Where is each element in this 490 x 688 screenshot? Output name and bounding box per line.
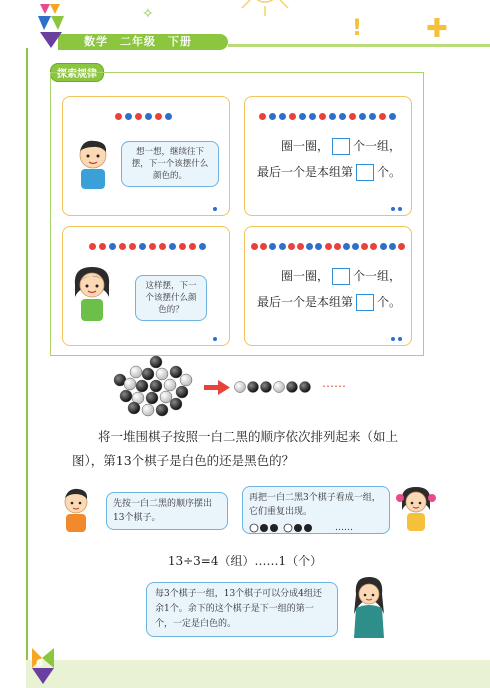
stone-group-icon	[249, 523, 279, 533]
bead-red	[159, 243, 166, 250]
footer-tangram-icon	[30, 646, 56, 686]
bead-red	[99, 243, 106, 250]
stone-sequence	[235, 382, 311, 393]
bead-blue	[380, 243, 387, 250]
girl-speech-bubble	[242, 486, 390, 534]
bead-blue	[269, 113, 276, 120]
bead-red	[334, 243, 341, 250]
red-arrow-icon	[204, 380, 230, 395]
task-text	[257, 263, 407, 315]
task-text-b: 个一组，最后一个是本组第	[257, 139, 402, 179]
bead-blue	[315, 243, 322, 250]
task-text-a: 圈一圈，	[281, 269, 330, 283]
bead-blue	[109, 243, 116, 250]
stone-pile	[114, 356, 192, 416]
bead-blue	[306, 243, 313, 250]
boy-speech-bubble: 先按一白二黑的顺序摆出13个棋子。	[106, 492, 228, 530]
girl-stone-groups	[249, 521, 383, 535]
card-circle-task-2	[244, 226, 412, 346]
bead-red	[289, 113, 296, 120]
bead-red	[325, 243, 332, 250]
teacher-figure-icon	[348, 574, 390, 640]
corner-dots	[213, 207, 217, 211]
boy-figure-icon	[69, 137, 117, 193]
bead-blue	[279, 113, 286, 120]
answer-box[interactable]	[332, 268, 350, 285]
boy-thinking-icon	[56, 486, 96, 534]
task-text-a: 圈一圈，	[281, 139, 330, 153]
bead-row	[251, 243, 405, 250]
girl-figure-icon	[67, 263, 117, 325]
section-badge: 探索规律	[50, 63, 104, 82]
bead-row	[259, 113, 396, 120]
bead-red	[155, 113, 162, 120]
corner-dots	[391, 207, 402, 211]
bead-blue	[343, 243, 350, 250]
bead-blue	[139, 243, 146, 250]
bead-blue	[279, 243, 286, 250]
task-text-c: 个。	[377, 295, 402, 309]
equation: 13÷3=4（组）……1（个）	[167, 554, 323, 568]
bead-red	[319, 113, 326, 120]
bead-blue	[299, 113, 306, 120]
footer-band	[26, 660, 490, 688]
sun-decoration-icon	[230, 0, 300, 20]
thought-bubble: 想一想，继续往下摆，下一个该摆什么颜色的。	[121, 141, 219, 187]
bead-red	[89, 243, 96, 250]
bead-red	[370, 243, 377, 250]
bead-blue	[145, 113, 152, 120]
exclamation-decoration-icon: !	[352, 16, 363, 41]
task-text-c: 个。	[377, 165, 402, 179]
card-girl-question	[62, 226, 230, 346]
bead-blue	[125, 113, 132, 120]
bead-blue	[165, 113, 172, 120]
header-line	[228, 44, 490, 47]
thought-bubble: 这样摆，下一个该摆什么颜色的？	[135, 275, 207, 321]
bead-blue	[369, 113, 376, 120]
bead-blue	[269, 243, 276, 250]
stone-group-icon	[283, 523, 313, 533]
bead-red	[379, 113, 386, 120]
bead-blue	[169, 243, 176, 250]
bead-blue	[389, 113, 396, 120]
answer-box[interactable]	[332, 138, 350, 155]
girl-thinking-icon	[396, 484, 436, 534]
bead-red	[297, 243, 304, 250]
bead-red	[189, 243, 196, 250]
tangram-logo-icon	[36, 2, 66, 50]
girl-ellipsis: ……	[335, 523, 353, 533]
bead-blue	[389, 243, 396, 250]
bead-red	[260, 243, 267, 250]
bead-red	[149, 243, 156, 250]
bead-blue	[199, 243, 206, 250]
bead-red	[179, 243, 186, 250]
girl-speech-text: 再把一白二黑3个棋子看成一组，它们重复出现。	[249, 493, 381, 517]
task-text-b: 个一组，最后一个是本组第	[257, 269, 402, 309]
corner-dots	[213, 337, 217, 341]
bead-blue	[352, 243, 359, 250]
page-number: 6	[36, 658, 43, 669]
bead-red	[259, 113, 266, 120]
teacher-speech-bubble: 每3个棋子一组，13个棋子可以分成4组还余1个。余下的这个棋子是下一组的第一个，一定是白色的。	[146, 582, 338, 637]
card-circle-task-1	[244, 96, 412, 216]
bead-blue	[359, 113, 366, 120]
corner-dots	[391, 337, 402, 341]
task-text	[257, 133, 407, 185]
sequence-ellipsis: ……	[322, 376, 346, 390]
bead-red	[115, 113, 122, 120]
answer-box[interactable]	[356, 294, 374, 311]
bead-blue	[329, 113, 336, 120]
bead-row	[115, 113, 172, 120]
bead-blue	[339, 113, 346, 120]
card-boy-question	[62, 96, 230, 216]
bead-red	[361, 243, 368, 250]
sparkle-icon: ✧	[142, 6, 154, 22]
plus-decoration-icon: ✚	[426, 14, 448, 44]
bead-red	[119, 243, 126, 250]
bead-red	[135, 113, 142, 120]
bead-blue	[309, 113, 316, 120]
bead-red	[288, 243, 295, 250]
header-title: 数学 二年级 下册	[84, 35, 192, 48]
answer-box[interactable]	[356, 164, 374, 181]
bead-row	[89, 243, 206, 250]
bead-red	[349, 113, 356, 120]
problem-text: 将一堆围棋子按照一白二黑的顺序依次排列起来（如上图），第13个棋子是白色的还是黑色的？	[72, 429, 399, 468]
bead-red	[129, 243, 136, 250]
bead-red	[398, 243, 405, 250]
bead-red	[251, 243, 258, 250]
